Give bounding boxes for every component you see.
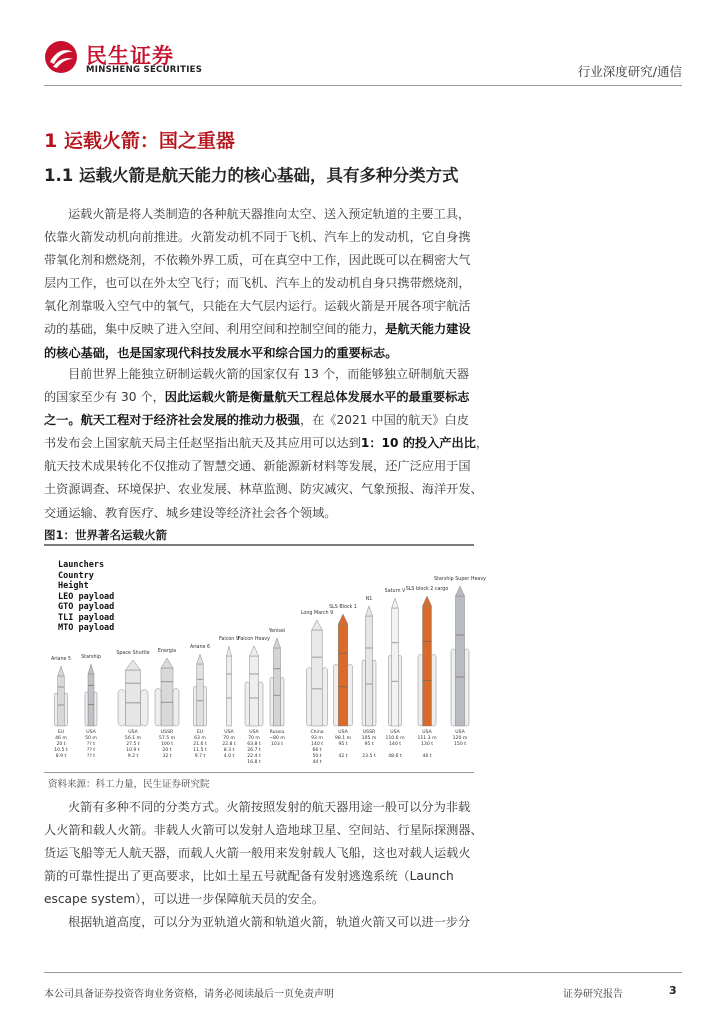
rocket-stat-value: 120 m: [452, 736, 468, 741]
rocket-stat-value: 20 t: [56, 742, 66, 747]
rocket-name-label: Energia: [157, 649, 177, 654]
rocket-stat-value: USSR: [362, 730, 376, 735]
figure-title: 图1：世界著名运载火箭: [44, 528, 168, 542]
rocket-stat-value: 95 t: [364, 742, 374, 747]
rocket-stat-value: USA: [86, 730, 96, 735]
rocket-stats-label: [193, 730, 207, 760]
rocket-name-label: Falcon Heavy: [238, 637, 270, 642]
rocket-name-label: SLS Block 1: [329, 605, 357, 610]
paragraph-orbit-classification: 根据轨道高度，可以分为亚轨道火箭和轨道火箭，轨道火箭又可以进一步分: [68, 915, 471, 929]
rocket-stats-label: [269, 730, 285, 748]
rocket-stats-label: [247, 730, 261, 766]
rocket-sls-block-1: [334, 614, 353, 726]
rocket-stat-value: China: [310, 730, 324, 735]
rocket-name-label: Ariane 5: [50, 657, 72, 662]
rocket-ariane-6: [194, 654, 207, 726]
rocket-name-label: Falcon 9: [219, 637, 239, 642]
rocket-stat-value: 46 m: [55, 736, 67, 741]
rocket-stat-value: 42 t: [338, 754, 348, 759]
rocket-stat-value: USA: [128, 730, 138, 735]
emphasis-text: 是航天能力建设: [385, 322, 471, 337]
rocket-stat-value: 44 t: [312, 760, 322, 765]
rocket-stat-value: 140 t: [388, 742, 402, 747]
rocket-stat-value: 9.2 t: [127, 754, 139, 759]
rocket-stat-value: 27.5 t: [126, 742, 140, 747]
report-category: 行业深度研究/通信: [577, 64, 682, 79]
rocket-stat-value: 140 t: [310, 742, 324, 747]
rocket-stat-value: 21.6 t: [193, 742, 207, 747]
rocket-name-label: Starship: [81, 655, 101, 660]
emphasis-text: 航天工程对于经济社会发展的推动力极强: [80, 413, 300, 428]
rocket-stat-value: 32 t: [162, 754, 172, 759]
rocket-stats-label: [453, 730, 468, 748]
rocket-stat-value: 11.5 t: [193, 748, 207, 753]
figure-source: 资料来源：科工力量，民生证券研究院: [48, 779, 210, 790]
rocket-stat-value: 110.6 m: [385, 736, 405, 741]
rocket-stat-value: 70 m: [223, 736, 235, 741]
rocket-stats-label: [362, 730, 377, 760]
rocket-stat-value: ?? t: [86, 742, 96, 747]
figure-bottom-rule: [44, 772, 474, 773]
rocket-falcon-9: [227, 646, 232, 726]
rocket-name-label: SLS block 2 cargo: [405, 587, 449, 592]
rocket-stat-value: 50 m: [85, 736, 97, 741]
rocket-stat-value: 4.0 t: [223, 754, 235, 759]
rocket-saturn-v: [389, 598, 402, 726]
rocket-stat-value: 98.1 m: [334, 736, 352, 741]
minsheng-logo-icon: [44, 40, 78, 74]
rocket-stat-value: 8.3 t: [223, 748, 235, 753]
rocket-stat-value: 95 t: [338, 742, 348, 747]
rocket-ariane-5: [55, 666, 68, 726]
rocket-stats-label: [222, 730, 236, 760]
rocket-stat-value: 26.7 t: [247, 748, 261, 753]
rocket-stat-value: 8.9 t: [55, 754, 67, 759]
footer-label: 证券研究报告: [563, 989, 623, 1000]
footer-disclaimer: 本公司具备证券投资咨询业务资格，请务必阅读最后一页免责声明: [44, 989, 334, 1000]
rocket-stat-value: ?? t: [86, 754, 96, 759]
rocket-stat-value: 111.3 m: [417, 736, 437, 741]
rocket-stat-value: 46 t: [422, 754, 432, 759]
rocket-stat-value: USA: [455, 730, 465, 735]
rocket-stat-value: 150 t: [453, 742, 467, 747]
rocket-stat-value: 50 t: [312, 754, 322, 759]
rocket-stats-label: [125, 730, 141, 760]
rocket-stat-value: EU: [57, 730, 65, 735]
rocket-stat-value: USSR: [160, 730, 174, 735]
rocket-name-label: Saturn V: [384, 589, 406, 594]
rocket-stats-label: [417, 730, 436, 760]
rocket-name-label: Ariane 6: [189, 645, 211, 650]
header-divider: [44, 85, 682, 86]
logo-text-en: MINSHENG SECURITIES: [86, 65, 203, 75]
rocket-n1: [362, 606, 376, 726]
rocket-stat-value: 57.5 m: [158, 736, 176, 741]
rocket-long-march-9: [307, 620, 328, 726]
rocket-stats-label: [335, 730, 351, 760]
rocket-stat-value: 93 m: [311, 736, 323, 741]
paragraph-rocket-importance: 目前世界上能独立研制运载火箭的国家仅有 13 个，而能够独立研制航天器 的国家至少有 30 个，因此运载火箭是衡量航天工程总体发展水平的最重要标志 之一。航天工程对于经济社会发展的推动力极强，在《2021 中国的航天》白皮 书发布会上国家航天局主任赵坚指出航天及其应用可以达到1：10 的投入产出比， 航天技术成果转化不仅推动了智慧交通、新能源新材料等发展，还广泛应用于国 土资源调查、环境保护、农业发展、林草监测、防灾减灾、气象预报、海洋开发、 交通运输、教育医疗、城乡建设等经济社会各个领域。: [44, 367, 489, 520]
rocket-stat-value: 63 m: [194, 736, 206, 741]
rocket-stat-value: 9.7 t: [194, 754, 206, 759]
paragraph-rocket-definition: 运载火箭是将人类制造的各种航天器推向太空、送入预定轨道的主要工具， 依靠火箭发动机向前推进。火箭发动机不同于飞机、汽车上的发动机，它自身携 带氧化剂和燃烧剂，不依赖外界工质，可在真空中工作，因此既可以在稠密大气 层内工作，也可以在外太空飞行；而飞机、汽车上的发动机自身只携带燃烧剂， 氧化剂靠吸入空气中的氧气，只能在大气层内运行。运载火箭是开展各项宇航活 动的基础，集中反映了进入空间、利用空间和控制空间的能力，是航天能力建设 的核心基础，也是国家现代科技发展水平和综合国力的重要标志。: [44, 207, 471, 360]
rocket-stat-value: 10.9 t: [126, 748, 140, 753]
rocket-stat-value: 70 m: [248, 736, 260, 741]
rocket-stat-value: USA: [249, 730, 259, 735]
page-header: [0, 0, 724, 90]
rocket-name-label: N1: [365, 597, 373, 602]
emphasis-text: 之一。: [44, 413, 81, 428]
rocket-starship-super-heavy: [451, 586, 469, 726]
rocket-sls-block-2-cargo: [418, 596, 436, 726]
paragraph-rocket-classification: 火箭有多种不同的分类方式。火箭按照发射的航天器用途一般可以分为非载 人火箭和载人火箭。非载人火箭可以发射人造地球卫星、空间站、行星际探测器、 货运飞船等无人航天器，而载人火箭一般用来发射载人飞船，这也对载人运载火 箭的可靠性提出了更高要求，比如土星五号就配备有发射逃逸系统（Launch escape system），可以进一步保障航天员的安全。: [44, 800, 483, 907]
rocket-stat-value: 22.8 t: [222, 742, 236, 747]
rocket-stat-value: USA: [390, 730, 400, 735]
rocket-stat-value: 63.8 t: [247, 742, 261, 747]
rocket-name-label: Yenisei: [268, 629, 286, 634]
rocket-stat-value: EU: [196, 730, 204, 735]
rocket-stats-label: [54, 730, 68, 760]
rocket-stat-value: 23.5 t: [362, 754, 376, 759]
figure-top-rule: [44, 544, 474, 546]
rocket-stat-value: 103 t: [270, 742, 284, 747]
rocket-name-label: Starship Super Heavy: [433, 577, 487, 582]
rocket-stat-value: 130 t: [420, 742, 434, 747]
rocket-stat-value: USA: [338, 730, 348, 735]
rocket-name-label: Space Shuttle: [116, 651, 150, 656]
rocket-stat-value: 66 t: [312, 748, 322, 753]
rocket-name-label: Long March 9: [300, 611, 334, 616]
rocket-space-shuttle: [118, 660, 148, 726]
rocket-stat-value: 16.8 t: [247, 760, 261, 765]
rocket-comparison-figure: [44, 548, 487, 771]
rocket-stat-value: USA: [422, 730, 432, 735]
rocket-stat-value: ?? t: [86, 748, 96, 753]
rocket-stats-label: [159, 730, 175, 760]
subsection-heading: 1.1 运载火箭是航天能力的核心基础，具有多种分类方式: [44, 166, 459, 185]
rocket-stat-value: ~80 m: [269, 736, 285, 741]
rocket-stat-value: USA: [224, 730, 234, 735]
emphasis-text: 1：10 的投入产出比: [360, 436, 476, 451]
logo-text-cn: 民生证券: [86, 44, 174, 68]
rocket-stat-value: 48.6 t: [388, 754, 402, 759]
rocket-stat-value: 10.5 t: [54, 748, 68, 753]
rocket-energia: [155, 658, 179, 726]
page-number: 3: [669, 984, 677, 997]
section-heading: 1 运载火箭：国之重器: [44, 130, 235, 152]
rocket-falcon-heavy: [245, 646, 263, 726]
emphasis-text: 因此运载火箭是衡量航天工程总体发展水平的最重要标志: [164, 390, 470, 405]
rocket-stat-value: 22.4 t: [247, 754, 261, 759]
rocket-starship: [85, 664, 97, 726]
rocket-stat-value: 20 t: [162, 748, 172, 753]
rocket-stat-value: 56.1 m: [124, 736, 142, 741]
rocket-stats-label: [310, 730, 323, 766]
rocket-stats-label: [85, 730, 97, 760]
figure-legend: Launchers Country Height LEO payload GTO payload TLI payload MTO payload: [58, 560, 115, 633]
footer-divider: [44, 972, 682, 973]
emphasis-text: 的核心基础，也是国家现代科技发展水平和综合国力的重要标志。: [44, 345, 398, 360]
rocket-stat-value: Russia: [269, 730, 285, 735]
rocket-stat-value: 105 m: [361, 736, 377, 741]
rocket-stats-label: [385, 730, 404, 760]
rocket-yenisei: [270, 638, 284, 726]
rocket-stat-value: 100 t: [160, 742, 174, 747]
